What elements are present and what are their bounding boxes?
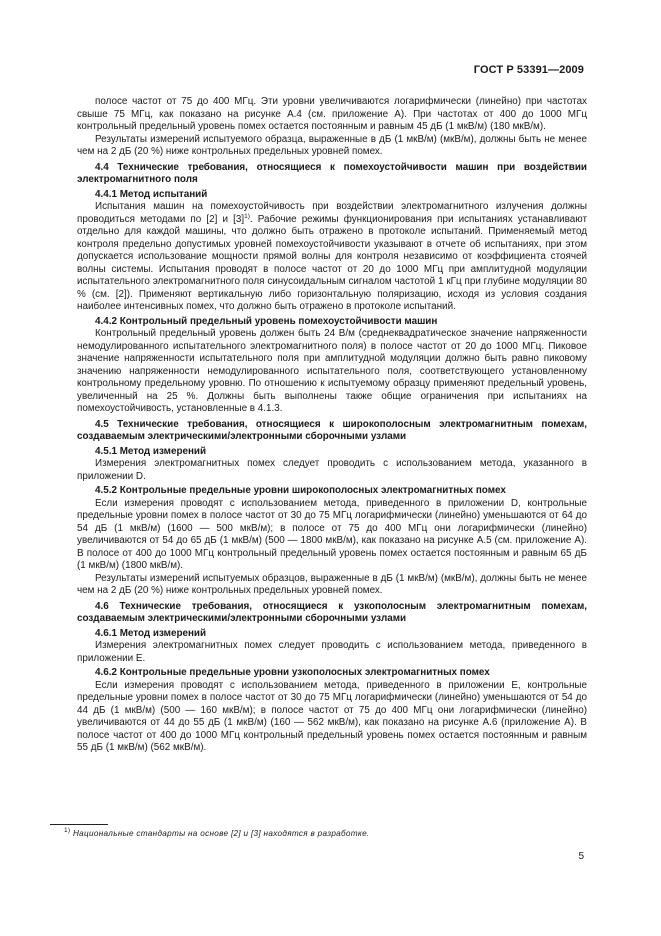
footnote [64, 829, 370, 838]
page-number: 5 [578, 851, 584, 862]
paragraph: Результаты измерений испытуемого образца, выраженные в дБ (1 мкВ/м) (мкВ/м), должны быть не менее чем на 2 дБ (20 %) ниже контрольных предельных уровней помех. [77, 133, 587, 157]
section-heading-4-4: 4.4 Технические требования, относящиеся к помехоустойчивости машин при воздействии электромагнитного поля [77, 161, 587, 185]
footnote-reference[interactable]: 1) [244, 212, 250, 220]
paragraph: Измерения электромагнитных помех следует проводить с использованием метода, указанного в приложении D. [77, 458, 587, 482]
footnote-text: Национальные стандарты на основе [2] и [3] находятся в разработке. [72, 829, 370, 838]
subsection-heading-4-4-1: 4.4.1 Метод испытаний [95, 188, 208, 200]
paragraph: Если измерения проводят с использованием метода, приведенного в приложении Е, контрольные предельные уровни помех в полосе частот от 30 до 75 МГц логарифмически (линейно) уменьшаются от 54 до 44 дБ (1 мкВ/м) (500 — 160 мкВ/м); в полосе частот от 75 до 400 МГц они логарифмически (линейно) увеличиваются от 44 до 55 дБ (1 мкВ/м) (160 — 562 мкВ/м), как показано на рисунке А.6 (приложение А). В полосе частот от 400 до 1000 МГц контрольный предельный уровень помех остается постоянным и равным 55 дБ (1 мкВ/м) (562 мкВ/м). [77, 679, 587, 753]
document-id-header: ГОСТ Р 53391—2009 [473, 64, 584, 76]
section-heading-4-6: 4.6 Технические требования, относящиеся к узкополосным электромагнитным помехам, создаваемым электрическими/электронными сборочными узлами [77, 600, 587, 624]
paragraph: Если измерения проводят с использованием метода, приведенного в приложении D, контрольные предельные уровни помех в полосе частот от 30 до 75 МГц логарифмически (линейно) уменьшаются от 64 до 54 дБ (1 мкВ/м) (1600 — 500 мкВ/м); в полосе от 75 до 400 МГц они логарифмически (линейно) увеличиваются от 54 до 65 дБ (1 мкВ/м) (500 — 1800 мкВ/м), как показано на рисунке А.5 (см. приложение А). В полосе от 400 до 1000 МГц контрольный предельный уровень помех остается постоянным и равным 65 дБ (1 мкВ/м) (1800 мкВ/м). [77, 497, 587, 571]
subsection-heading-4-6-2: 4.6.2 Контрольные предельные уровни узкополосных электромагнитных помех [95, 667, 490, 678]
paragraph: Контрольный предельный уровень должен быть 24 В/м (среднеквадратическое значение напряженности немодулированного испытательного электромагнитного поля) в полосе частот от 20 до 1000 МГц. Пиковое значение напряженности испытательного поля при амплитудной модуляции должно быть равно пиковому значению напряженности немодулированного испытательного поля, соответствующего установленному контрольному предельному уровню. По отношению к испытуемому образцу применяют предельный уровень, увеличенный на 25 %. Должны быть выполнены также общие ограничения при испытаниях на помехоустойчивость, установленные в 4.1.3. [77, 328, 587, 414]
footnote-marker: 1) [64, 827, 71, 834]
subsection-heading-4-5-2: 4.5.2 Контрольные предельные уровни широкополосных электромагнитных помех [95, 485, 506, 496]
document-body [77, 96, 587, 755]
subsection-heading-4-4-2: 4.4.2 Контрольный предельный уровень помехоустойчивости машин [95, 315, 438, 327]
subsection-heading-4-6-1: 4.6.1 Метод измерений [95, 627, 207, 639]
subsection-heading-4-5-1: 4.5.1 Метод измерений [95, 445, 207, 457]
paragraph-text: . Рабочие режимы функционирования при испытаниях устанавливают отдельно для каждой машины, что должно быть отражено в протоколе испытаний. Применяемый метод контроля предельно допустимых уровней помехоустойчивости указывают в отчете об испытаниях, при этом допускается использование мощности прямой волны для контроля независимо от коэффициента стоячей волны системы. Испытания проводят в полосе частот от 20 до 1000 МГц при амплитудной модуляции испытательного электромагнитного поля синусоидальным сигналом частотой 1 кГц при глубине модуляции 80 % (см. [2]). Применяют вертикальную либо горизонтальную поляризацию, исходя из условия создания наиболее интенсивных помех, что должно быть отражено в протоколе испытаний. [77, 213, 588, 312]
footnote-divider [50, 824, 108, 825]
paragraph-text: Испытания машин на помехоустойчивость при воздействии электромагнитного излучения должны проводиться методами по [2] и [3] [77, 201, 587, 225]
paragraph: Измерения электромагнитных помех следует проводить с использованием метода, приведенного в приложении Е. [77, 640, 587, 664]
paragraph [77, 201, 587, 314]
paragraph: полосе частот от 75 до 400 МГц. Эти уровни увеличиваются логарифмически (линейно) при частотах свыше 75 МГц, как показано на рисунке А.4 (см. приложение А). При частотах от 400 до 1000 МГц контрольный предельный уровень помех остается постоянным и равным 45 дБ (1 мкВ/м) (180 мкВ/м). [77, 96, 587, 132]
section-heading-4-5: 4.5 Технические требования, относящиеся к широкополосным электромагнитным помехам, создаваемым электрическими/электронными сборочными узлами [77, 418, 587, 442]
paragraph: Результаты измерений испытуемых образцов, выраженные в дБ (1 мкВ/м) (мкВ/м), должны быть не менее чем на 2 дБ (20 %) ниже контрольных предельных уровней помех. [77, 572, 587, 596]
